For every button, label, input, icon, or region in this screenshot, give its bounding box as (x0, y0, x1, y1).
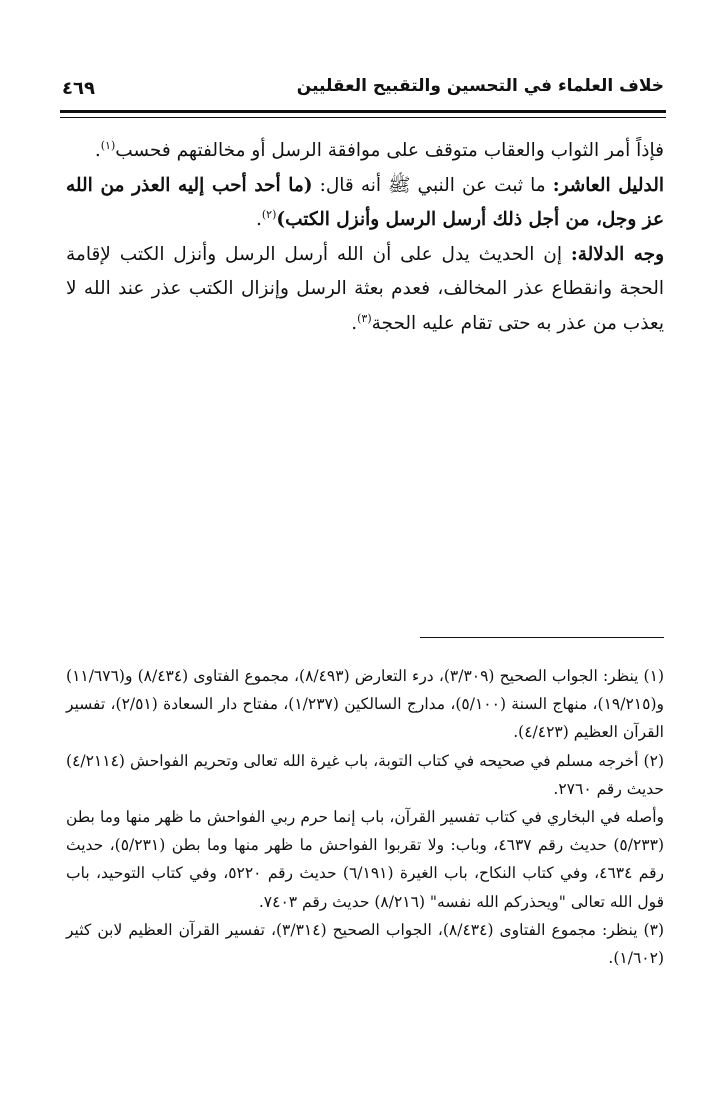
main-text (66, 134, 664, 341)
evidence-intro: ما ثبت عن النبي ﷺ أنه قال: (312, 174, 553, 196)
header-rule-thick (60, 110, 666, 113)
footnote-2-continued: وأصله في البخاري في كتاب تفسير القرآن، باب إنما حرم ربي الفواحش ما ظهر منها وما بطن (٥/٢٣٣) حديث رقم ٤٦٣٧، وباب: ولا تقربوا الفواحش ما ظهر منها وما بطن (٥/٢٣١)، حديث رقم ٤٦٣٤، وفي كتاب النكاح، باب الغيرة (٦/١٩١) حديث رقم ٥٢٢٠، وفي كتاب التوحيد، باب قول الله تعالى "ويحذركم الله نفسه" (٨/٢١٦) حديث رقم ٧٤٠٣. (66, 808, 664, 911)
paragraph-conclusion: فإذاً أمر الثواب والعقاب متوقف على موافقة الرسل أو مخالفتهم فحسب$^{(١)}$. (94, 138, 664, 161)
page-number: ٤٦٩ (62, 78, 95, 99)
header-rule-thin (60, 117, 666, 118)
footnote-ref-1: (١) (100, 138, 116, 152)
footnotes (66, 662, 664, 972)
paragraph-inference: وجه الدلالة: إن الحديث يدل على أن الله أرسل الرسل وأنزل الكتب لإقامة الحجة وانقطاع عذر المخالف، فعدم بعثة الرسل وإنزال الكتب عذر عند الله لا يعذب من عذر به حتى تقام عليه الحجة$^{(٣)}$. (66, 243, 665, 334)
footnote-3: (٣) ينظر: مجموع الفتاوى (٨/٤٣٤)، الجواب الصحيح (٣/٣١٤)، تفسير القرآن العظيم لابن كثير (١/٦٠٢). (66, 920, 664, 968)
evidence-label: الدليل العاشر: (552, 174, 664, 196)
footnote-ref-2: (٢) (261, 207, 277, 221)
running-title: خلاف العلماء في التحسين والتقبيح العقليين (296, 76, 664, 96)
footnote-ref-3: (٣) (357, 311, 372, 325)
paragraph-text: فإذاً أمر الثواب والعقاب متوقف على موافقة الرسل أو مخالفتهم فحسب (115, 140, 664, 161)
paragraph-tenth-evidence: الدليل العاشر: ما ثبت عن النبي ﷺ أنه قال: (ما أحد أحب إليه العذر من الله عز وجل، من أجل ذلك أرسل الرسل وأنزل الكتب)$^{(٢)}$. (66, 174, 664, 230)
hadith-quote: (ما أحد أحب إليه العذر من الله عز وجل، من أجل ذلك أرسل الرسل وأنزل الكتب) (66, 174, 664, 230)
inference-label: وجه الدلالة: (570, 243, 665, 265)
footnote-1: (١) ينظر: الجواب الصحيح (٣/٣٠٩)، درء التعارض (٨/٤٩٣)، مجموع الفتاوى (٨/٤٣٤) و(١١/٦٧٦) و(١٩/٢١٥)، منهاج السنة (٥/١٠٠)، مدارج السالكين (١/٢٣٧)، مفتاح دار السعادة (٢/٥١)، تفسير القرآن العظيم (٤/٤٢٣). (66, 667, 664, 742)
footnote-separator (420, 637, 664, 638)
page-header (62, 70, 664, 106)
footnote-2: (٢) أخرجه مسلم في صحيحه في كتاب التوبة، باب غيرة الله تعالى وتحريم الفواحش (٤/٢١١٤) حديث رقم ٢٧٦٠. (66, 751, 664, 798)
inference-text: إن الحديث يدل على أن الله أرسل الرسل وأنزل الكتب لإقامة الحجة وانقطاع عذر المخالف، فعدم بعثة الرسل وإنزال الكتب عذر عند الله لا يعذب من عذر به حتى تقام عليه الحجة (66, 243, 664, 334)
